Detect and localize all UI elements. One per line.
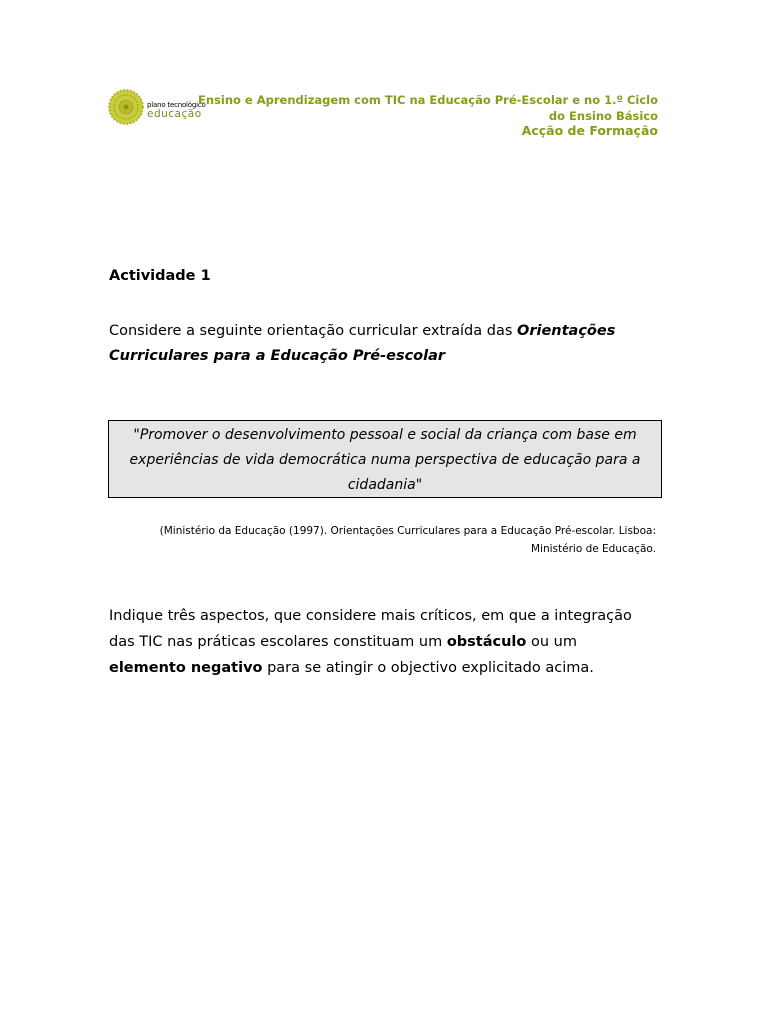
- question: [109, 603, 649, 681]
- intro-emphasis: Orientações Curriculares para a Educação Pré-escolar: [109, 323, 616, 364]
- intro-text: Considere a seguinte orientação curricular extraída das: [109, 323, 518, 339]
- question-bold-2: elemento negativo: [109, 660, 263, 676]
- quote-box: [108, 420, 662, 498]
- logo: [108, 89, 208, 127]
- plano-tecnologico-seal-icon: [108, 89, 144, 125]
- citation: (Ministério da Educação (1997). Orientações Curriculares para a Educação Pré-escolar. Lisboa: Ministério de Educação.: [159, 525, 656, 555]
- activity-title: Actividade 1: [109, 268, 211, 284]
- quote-text: "Promover o desenvolvimento pessoal e social da criança com base em experiências de vida democrática numa perspectiva de educação para a cidadania": [129, 427, 641, 493]
- activity-intro: [109, 319, 629, 369]
- question-text-3: para se atingir o objectivo explicitado acima.: [262, 660, 594, 676]
- document-header-title: Ensino e Aprendizagem com TIC na Educação Pré-Escolar e no 1.º Ciclo do Ensino Básico: [198, 93, 658, 123]
- question-text-2: ou um: [526, 634, 577, 650]
- logo-line2: educação: [147, 108, 202, 120]
- document-header-subtitle: Acção de Formação: [521, 123, 658, 138]
- question-bold-1: obstáculo: [446, 634, 527, 650]
- question-text-1: Indique três aspectos, que considere mais críticos, em que a integração das TIC nas práticas escolares constituam um: [109, 608, 632, 650]
- logo-line1: plano tecnológico: [147, 101, 206, 109]
